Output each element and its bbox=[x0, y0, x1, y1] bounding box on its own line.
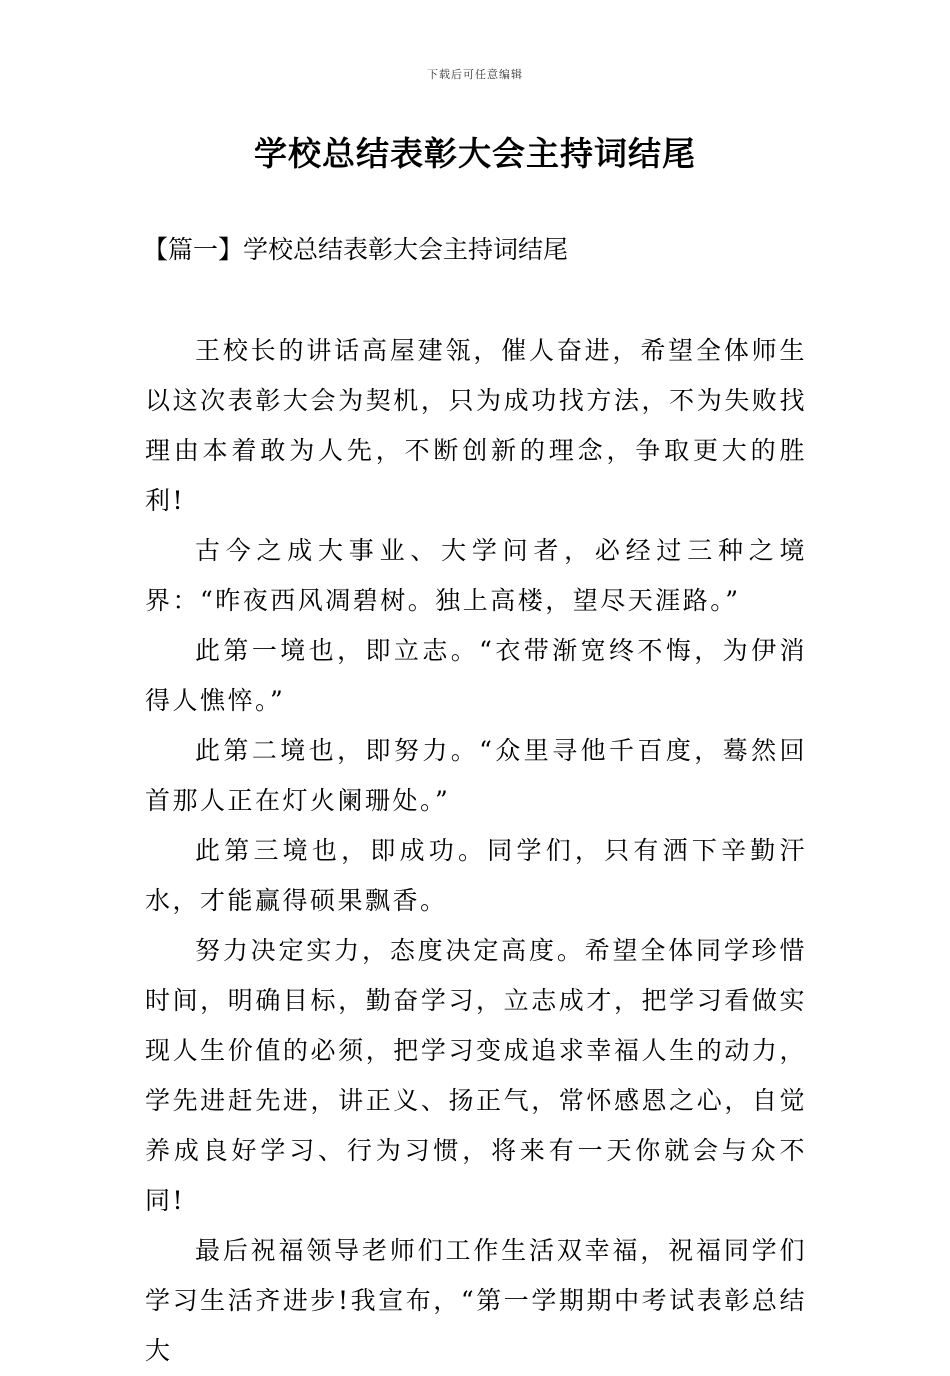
document-title: 学校总结表彰大会主持词结尾 bbox=[254, 134, 696, 173]
paragraph-4: 此第二境也，即努力。“众里寻他千百度，蓦然回首那人正在灯火阑珊处。” bbox=[145, 736, 807, 815]
paragraph-7: 最后祝福领导老师们工作生活双幸福，祝福同学们学习生活齐进步!我宣布，“第一学期期中考试表彰总结大 bbox=[145, 1236, 807, 1365]
paragraph-6: 努力决定实力，态度决定高度。希望全体同学珍惜时间，明确目标，勤奋学习，立志成才，把学习看做实现人生价值的必须，把学习变成追求幸福人生的动力，学先进赶先进，讲正义、扬正气，常怀感恩之心，自觉养成良好学习、行为习惯，将来有一天你就会与众不同! bbox=[145, 936, 807, 1215]
paragraph-1: 王校长的讲话高屋建瓴，催人奋进，希望全体师生以这次表彰大会为契机，只为成功找方法，不为失败找理由本着敢为人先，不断创新的理念，争取更大的胜利! bbox=[145, 336, 807, 515]
paragraph-2: 古今之成大事业、大学问者，必经过三种之境界：“昨夜西风凋碧树。独上高楼，望尽天涯路。” bbox=[145, 536, 807, 615]
section-heading: 【篇一】学校总结表彰大会主持词结尾 bbox=[143, 235, 569, 264]
body-text bbox=[145, 326, 807, 1376]
paragraph-3: 此第一境也，即立志。“衣带渐宽终不悔，为伊消得人憔悴。” bbox=[145, 636, 807, 715]
header-note: 下载后可任意编辑 bbox=[427, 68, 523, 81]
paragraph-5: 此第三境也，即成功。同学们，只有洒下辛勤汗水，才能赢得硕果飘香。 bbox=[145, 836, 807, 915]
